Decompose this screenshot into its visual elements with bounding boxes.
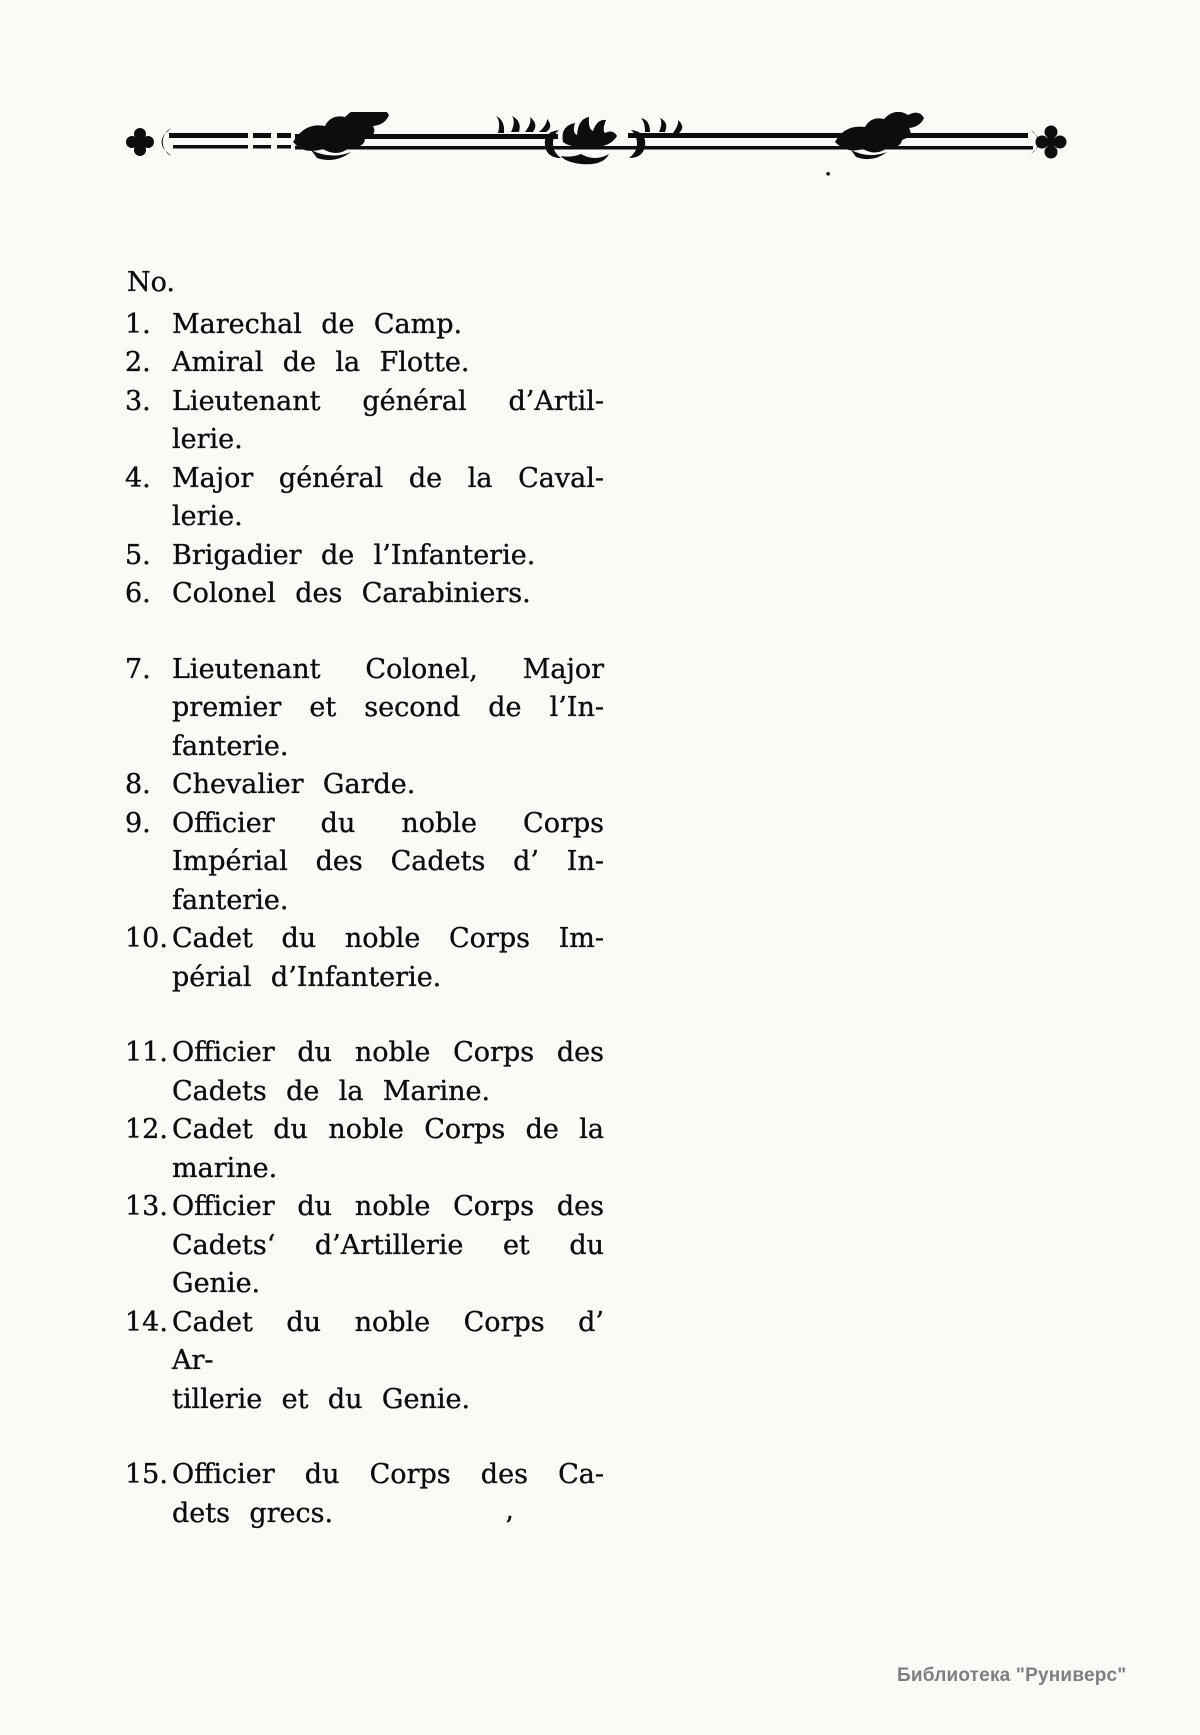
rank-line: Officier du noble Corps des — [172, 1037, 604, 1068]
rank-number: 6. — [125, 578, 151, 609]
rank-text — [172, 344, 604, 383]
rank-text — [172, 460, 604, 537]
rank-item — [115, 1304, 604, 1420]
rank-line: Impérial des Cadets d’ In- — [172, 846, 604, 877]
rank-number: 13. — [125, 1191, 168, 1222]
rank-item — [115, 1034, 604, 1111]
rank-number: 1. — [125, 308, 151, 340]
rank-item — [115, 306, 604, 345]
rank-line: Chevalier Garde. — [172, 769, 416, 800]
rank-line: fanterie. — [172, 730, 289, 762]
rank-number: 3. — [125, 385, 151, 417]
rank-text — [172, 575, 604, 614]
rank-line: fanterie. — [172, 884, 289, 916]
rank-line: Officier du Corps des Ca- — [172, 1459, 604, 1490]
rank-item — [115, 766, 604, 805]
rank-number: 5. — [125, 539, 151, 571]
rank-line: Lieutenant général d’Artil- — [172, 385, 604, 417]
ornament-right-finial — [1036, 126, 1067, 159]
rank-line: Officier du noble Corps — [172, 807, 604, 839]
rank-line: Major général de la Caval- — [172, 462, 604, 494]
rank-item — [115, 651, 604, 767]
list-header: No. — [127, 267, 175, 298]
rank-line: périal d’Infanterie. — [172, 961, 442, 993]
rank-item — [115, 344, 604, 383]
ornament-left-finial — [126, 128, 154, 156]
rank-number: 12. — [125, 1114, 168, 1145]
rank-text — [172, 1304, 604, 1420]
rank-number: 2. — [125, 347, 151, 378]
rank-line: Officier du noble Corps des — [172, 1191, 604, 1222]
rank-text — [172, 1188, 604, 1304]
rank-line: Marechal de Camp. — [172, 308, 463, 340]
rank-number: 14. — [125, 1306, 168, 1338]
rank-line: lerie. — [172, 501, 243, 532]
watermark: Библиотека "Руниверс" — [897, 1665, 1127, 1686]
rank-text — [172, 306, 604, 345]
rank-line: lerie. — [172, 424, 243, 455]
rank-item — [115, 1111, 604, 1188]
rank-item — [115, 1456, 604, 1533]
rank-item — [115, 537, 604, 576]
ink-speck: . — [824, 152, 833, 182]
rank-line: tillerie et du Genie. — [172, 1383, 471, 1415]
rank-item — [115, 1188, 604, 1304]
rank-line: Brigadier de l’Infanterie. — [172, 539, 536, 571]
rank-line: Genie. — [172, 1268, 261, 1299]
rank-item — [115, 575, 604, 614]
rank-number: 10. — [125, 923, 168, 954]
rank-number: 4. — [125, 462, 151, 494]
rank-number: 9. — [125, 807, 151, 839]
rank-text — [172, 805, 604, 921]
rank-text — [172, 766, 604, 805]
rank-line: Cadets de la Marine. — [172, 1075, 491, 1107]
rank-line: Colonel des Carabiniers. — [172, 578, 531, 609]
ornament-centre-motif — [545, 117, 645, 164]
rank-text — [172, 1111, 604, 1188]
rank-line: dets grecs. — [172, 1497, 334, 1529]
rank-text — [172, 1034, 604, 1111]
rank-number: 15. — [125, 1459, 168, 1490]
rank-number: 8. — [125, 769, 151, 800]
rank-line: Cadets‘ d’Artillerie et du — [172, 1229, 604, 1261]
ink-speck: ’ — [505, 1512, 514, 1542]
rank-line: premier et second de l’In- — [172, 692, 604, 723]
rank-item — [115, 805, 604, 921]
ornament-rule — [103, 112, 1068, 176]
rank-text — [172, 920, 604, 997]
rank-line: Cadet du noble Corps d’ Ar- — [172, 1306, 604, 1376]
rank-list-items — [115, 306, 604, 1534]
rank-number: 7. — [125, 653, 151, 685]
rank-list — [115, 264, 604, 1533]
rank-line: marine. — [172, 1152, 278, 1184]
rank-text — [172, 651, 604, 767]
rank-number: 11. — [125, 1037, 168, 1068]
rank-item — [115, 460, 604, 537]
rank-item — [115, 383, 604, 460]
rank-item — [115, 920, 604, 997]
rank-line: Amiral de la Flotte. — [172, 347, 470, 378]
rank-text — [172, 537, 604, 576]
rank-text — [172, 383, 604, 460]
rank-line: Cadet du noble Corps de la — [172, 1114, 604, 1145]
rank-text — [172, 1456, 604, 1533]
rank-line: Cadet du noble Corps Im- — [172, 923, 604, 954]
rank-line: Lieutenant Colonel, Major — [172, 653, 604, 685]
